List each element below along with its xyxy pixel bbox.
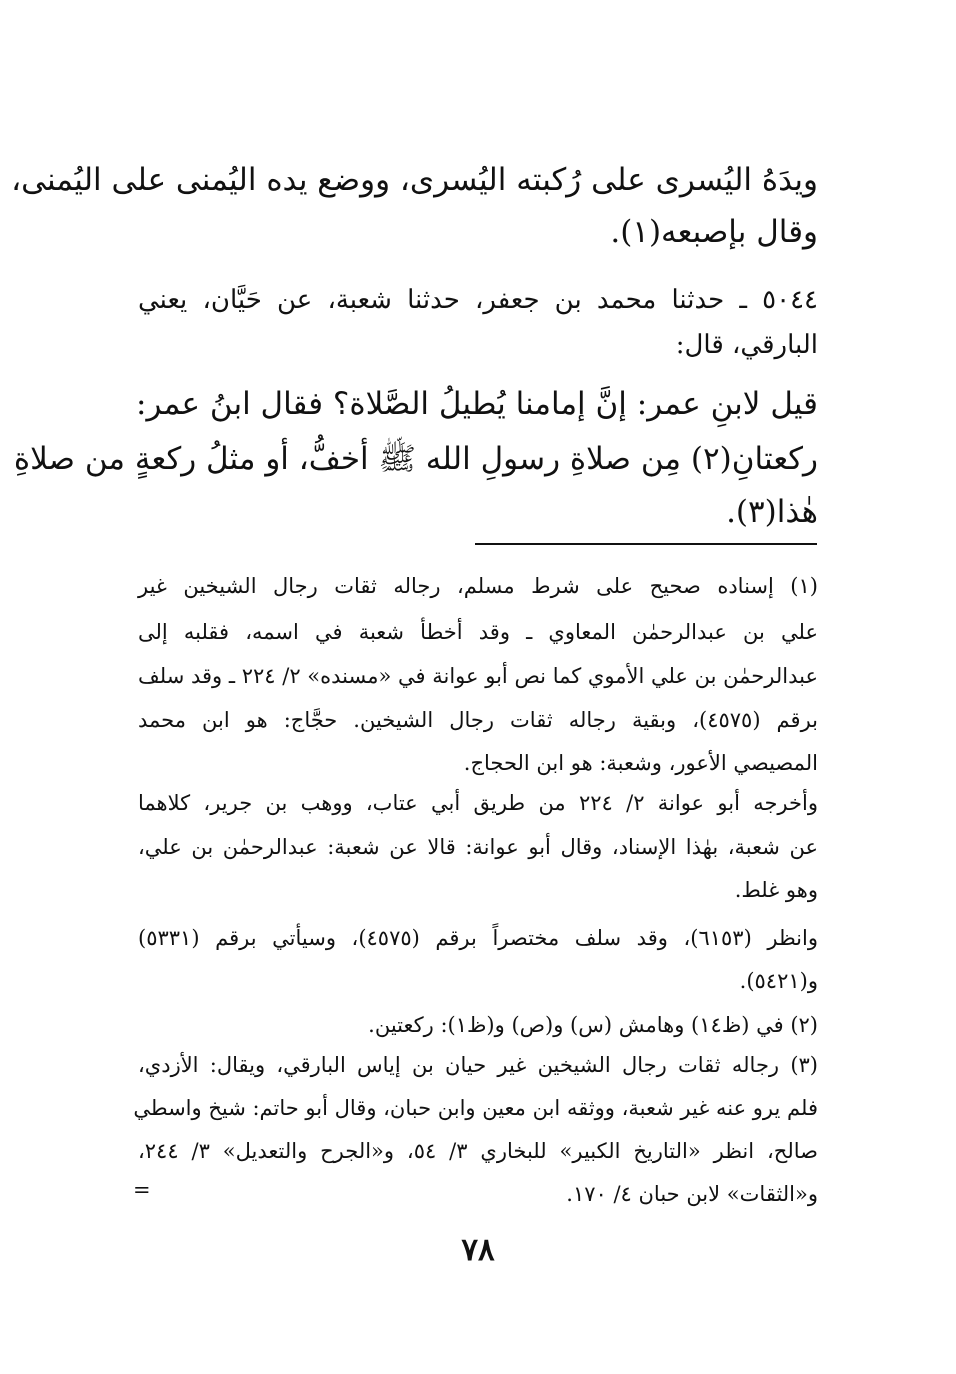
footnote-line-12: (٣) رجاله ثقات رجال الشيخين غير حيان بن إياس البارقي، ويقال: الأزدي، xyxy=(138,1053,818,1077)
footnote-line-4: برقم (٤٥٧٥)، وبقية رجاله ثقات رجال الشيخين. حجَّاج: هو ابن محمد xyxy=(138,708,818,732)
footnote-line-11: (٢) في (ظ١٤) وهامش (س) و(ص) و(ظ١): ركعتين. xyxy=(368,1013,818,1037)
footnote-line-2: علي بن عبدالرحمٰن المعاوي ـ وقد أخطأ شعبة في اسمه، فقلبه إلى xyxy=(138,620,818,644)
footnote-line-7: عن شعبة، بهٰذا الإسناد، وقال أبو عوانة: قالا عن شعبة: عبدالرحمٰن بن علي، xyxy=(138,835,818,859)
continuation-mark: = xyxy=(133,1178,151,1202)
footnote-line-9: وانظر (٦١٥٣)، وقد سلف مختصراً برقم (٤٥٧٥)، وسيأتي برقم (٥٣٣١) xyxy=(138,926,818,950)
hadith-matn-line-1: قيل لابنِ عمر: إنَّ إمامنا يُطيلُ الصَّلاة؟ فقال ابنُ عمر: xyxy=(136,386,818,422)
footnote-line-8: وهو غلط. xyxy=(734,878,818,902)
isnad-line-2: البارقي، قال: xyxy=(675,330,818,360)
footnote-separator xyxy=(475,543,817,545)
hadith-text-line-2: وقال بإصبعه(١). xyxy=(610,214,818,250)
footnote-line-10: و(٥٤٢١). xyxy=(739,969,818,993)
footnote-line-6: وأخرجه أبو عوانة ٢/ ٢٢٤ من طريق أبي عتاب، ووهب بن جرير، كلاهما xyxy=(138,791,818,815)
hadith-matn-line-3: هٰذا(٣). xyxy=(726,494,818,530)
footnote-line-13: فلم يرو عنه غير شعبة، ووثقه ابن معين وابن حبان، وقال أبو حاتم: شيخ واسطي xyxy=(133,1096,818,1120)
footnote-line-14: صالح، انظر «التاريخ الكبير» للبخاري ٣/ ٥٤، و«الجرح والتعديل» ٣/ ٢٤٤، xyxy=(138,1139,818,1163)
footnote-line-1: (١) إسناده صحيح على شرط مسلم، رجاله ثقات رجال الشيخين غير xyxy=(138,574,818,598)
footnote-line-5: المصيصي الأعور، وشعبة: هو ابن الحجاج. xyxy=(463,751,818,775)
footnote-line-3: عبدالرحمٰن بن علي الأموي كما نص أبو عوانة في «مسنده» ٢/ ٢٢٤ ـ وقد سلف xyxy=(138,664,818,688)
hadith-text-line-1: ويدَهُ اليُسرى على رُكبته اليُسرى، ووضع يده اليُمنى على اليُمنى، xyxy=(11,162,818,198)
isnad-line-1: ٥٠٤٤ ـ حدثنا محمد بن جعفر، حدثنا شعبة، عن حَيَّان، يعني xyxy=(138,285,818,315)
footnote-line-15: و«الثقات» لابن حبان ٤/ ١٧٠. xyxy=(566,1182,818,1206)
hadith-matn-line-2: ركعتانِ(٢) مِن صلاةِ رسولِ الله ﷺ أخفُّ، أو مثلُ ركعةٍ من صلاةِ xyxy=(13,441,818,477)
page-number: ٧٨ xyxy=(461,1232,495,1268)
